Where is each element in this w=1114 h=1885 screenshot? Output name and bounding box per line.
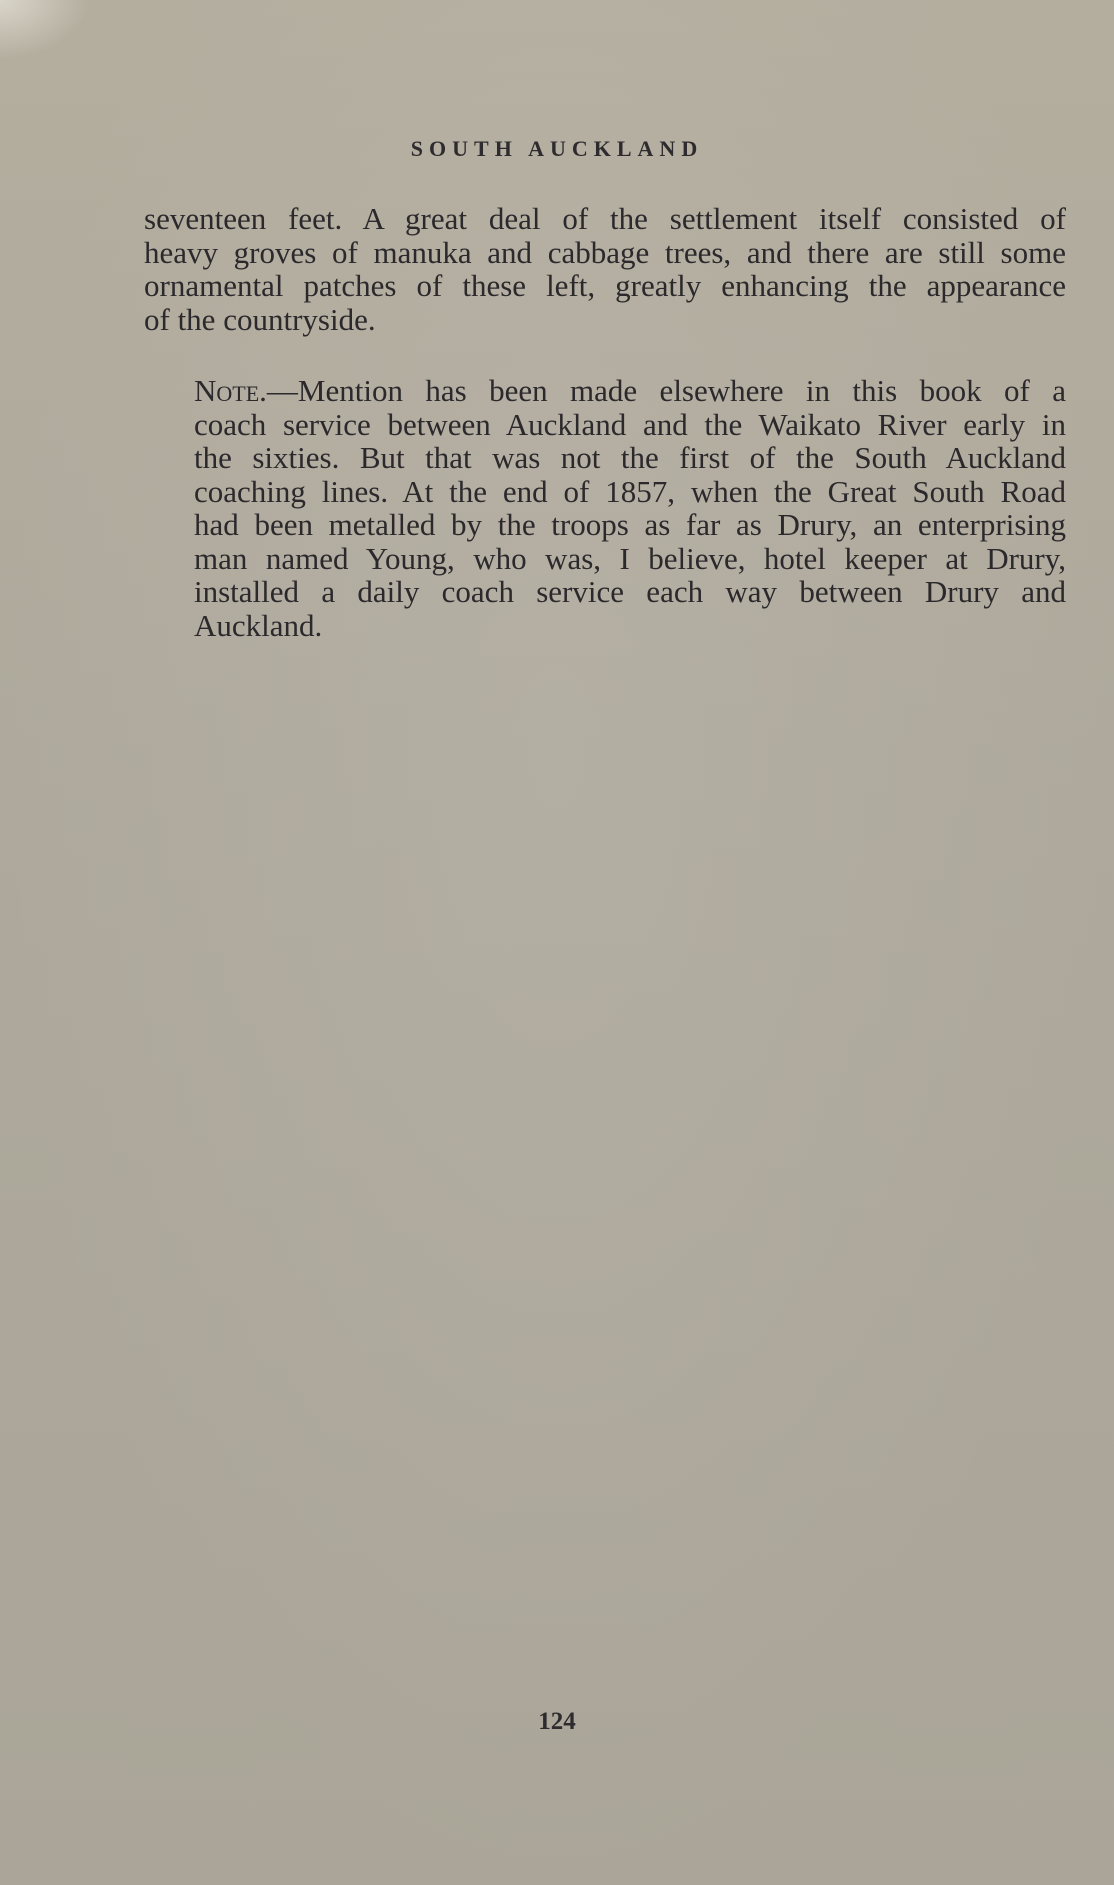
- note-first-line: —Mention has been made elsewhere in this book of a: [266, 373, 1066, 408]
- paragraph-continued: [144, 202, 1066, 336]
- text-line: heavy groves of manuka and cabbage trees, and there are still some: [144, 234, 1066, 270]
- page-number: 124: [538, 1708, 576, 1735]
- text-line: coaching lines. At the end of 1857, when the Great South Road: [194, 473, 1066, 509]
- text-line: man named Young, who was, I believe, hotel keeper at Drury,: [194, 540, 1066, 576]
- text-line: ornamental patches of these left, greatly enhancing the appearance: [144, 268, 1066, 303]
- text-line: Auckland.: [194, 607, 323, 643]
- text-line: coach service between Auckland and the Waikato River early in: [194, 406, 1066, 442]
- note-label: Note.: [194, 373, 267, 408]
- page-foxing: [0, 0, 90, 60]
- text-line: had been metalled by the troops as far as Drury, an enterprising: [194, 507, 1066, 542]
- note-paragraph: [144, 374, 1066, 642]
- text-line: of the countryside.: [144, 301, 376, 337]
- text-line: [144, 374, 1066, 408]
- text-line: installed a daily coach service each way between Drury and: [194, 574, 1066, 609]
- running-head: SOUTH AUCKLAND: [410, 136, 704, 161]
- text-line: the sixties. But that was not the first of the South Auckland: [194, 440, 1066, 475]
- text-line: seventeen feet. A great deal of the settlement itself consisted of: [144, 201, 1066, 236]
